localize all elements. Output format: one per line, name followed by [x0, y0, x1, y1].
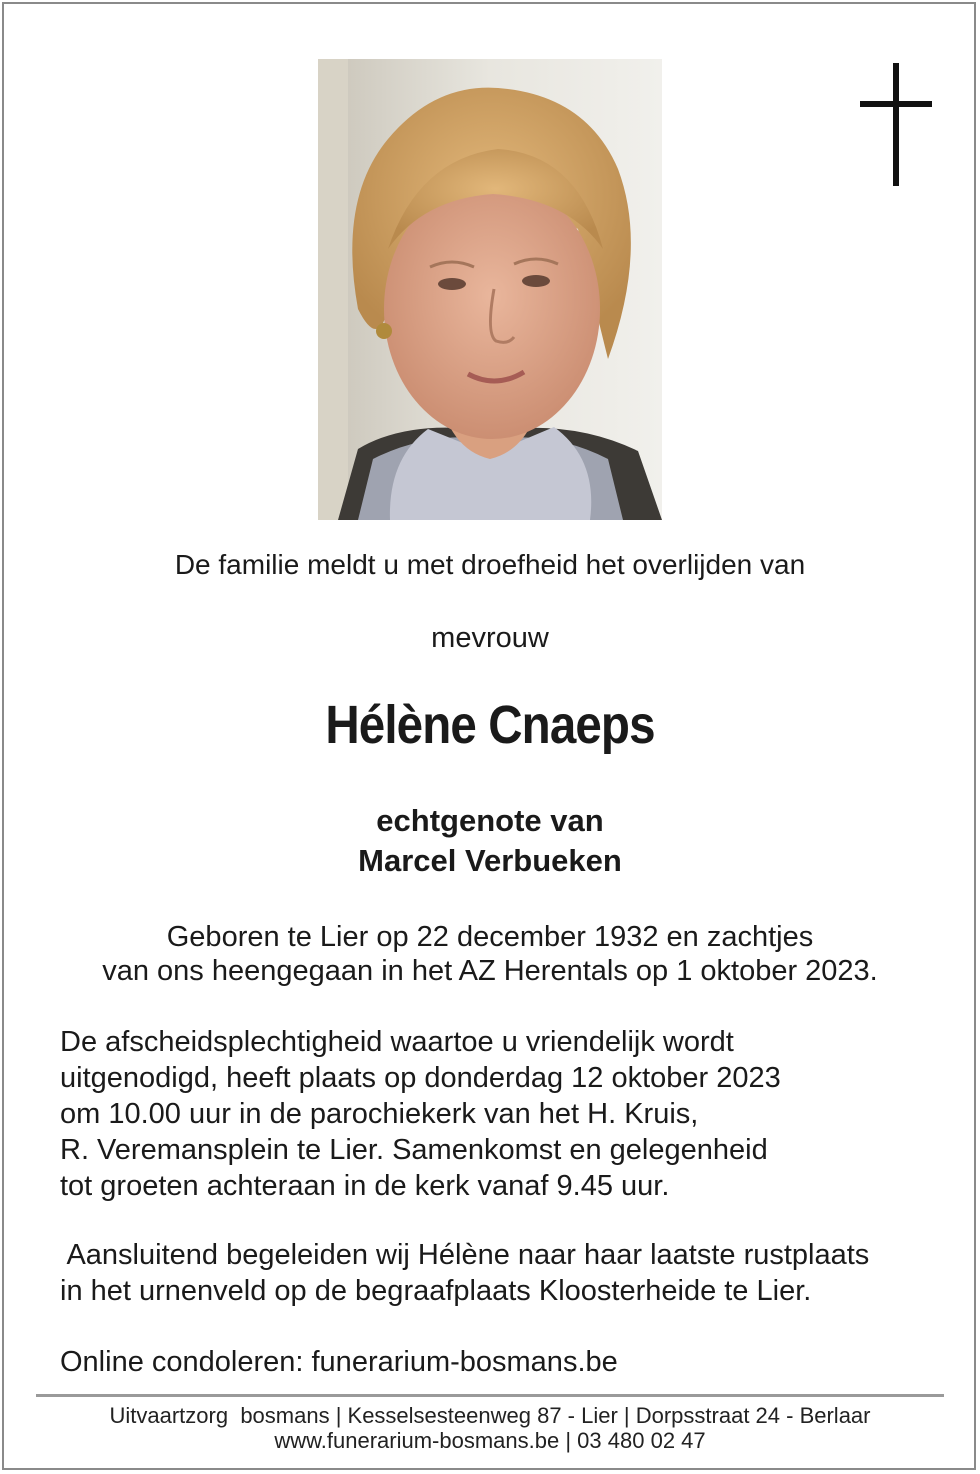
burial-paragraph: [60, 1237, 940, 1309]
honorific: mevrouw: [431, 622, 549, 654]
burial-line: in het urnenveld op de begraafplaats Kloosterheide te Lier.: [60, 1275, 812, 1307]
ceremony-line: R. Veremansplein te Lier. Samenkomst en gelegenheid: [60, 1134, 768, 1166]
funeral-home-contact: www.funerarium-bosmans.be | 03 480 02 47: [274, 1428, 706, 1453]
ceremony-line: om 10.00 uur in de parochiekerk van het H. Kruis,: [60, 1098, 699, 1130]
birth-line: Geboren te Lier op 22 december 1932 en zachtjes: [166, 921, 814, 953]
online-condolence: Online condoleren: funerarium-bosmans.be: [60, 1346, 618, 1378]
portrait-photo: [318, 59, 662, 520]
funeral-home-address: Uitvaartzorg bosmans | Kesselsesteenweg 87 - Lier | Dorpsstraat 24 - Berlaar: [109, 1403, 871, 1428]
ceremony-line: uitgenodigd, heeft plaats op donderdag 12 oktober 2023: [60, 1062, 781, 1094]
spouse-name: Marcel Verbueken: [358, 843, 622, 878]
ceremony-line: tot groeten achteraan in de kerk vanaf 9.45 uur.: [60, 1170, 670, 1202]
spouse-label: echtgenote van: [376, 803, 604, 838]
intro-text: De familie meldt u met droefheid het overlijden van: [174, 549, 806, 580]
ceremony-line: De afscheidsplechtigheid waartoe u vriendelijk wordt: [60, 1026, 734, 1058]
ceremony-paragraph: [60, 1024, 940, 1204]
death-line: van ons heengegaan in het AZ Herentals op 1 oktober 2023.: [102, 955, 878, 987]
deceased-name: Hélène Cnaeps: [325, 695, 655, 755]
footer-divider: [36, 1394, 944, 1397]
cross-icon: [860, 63, 932, 186]
burial-line: Aansluitend begeleiden wij Hélène naar haar laatste rustplaats: [60, 1239, 870, 1271]
